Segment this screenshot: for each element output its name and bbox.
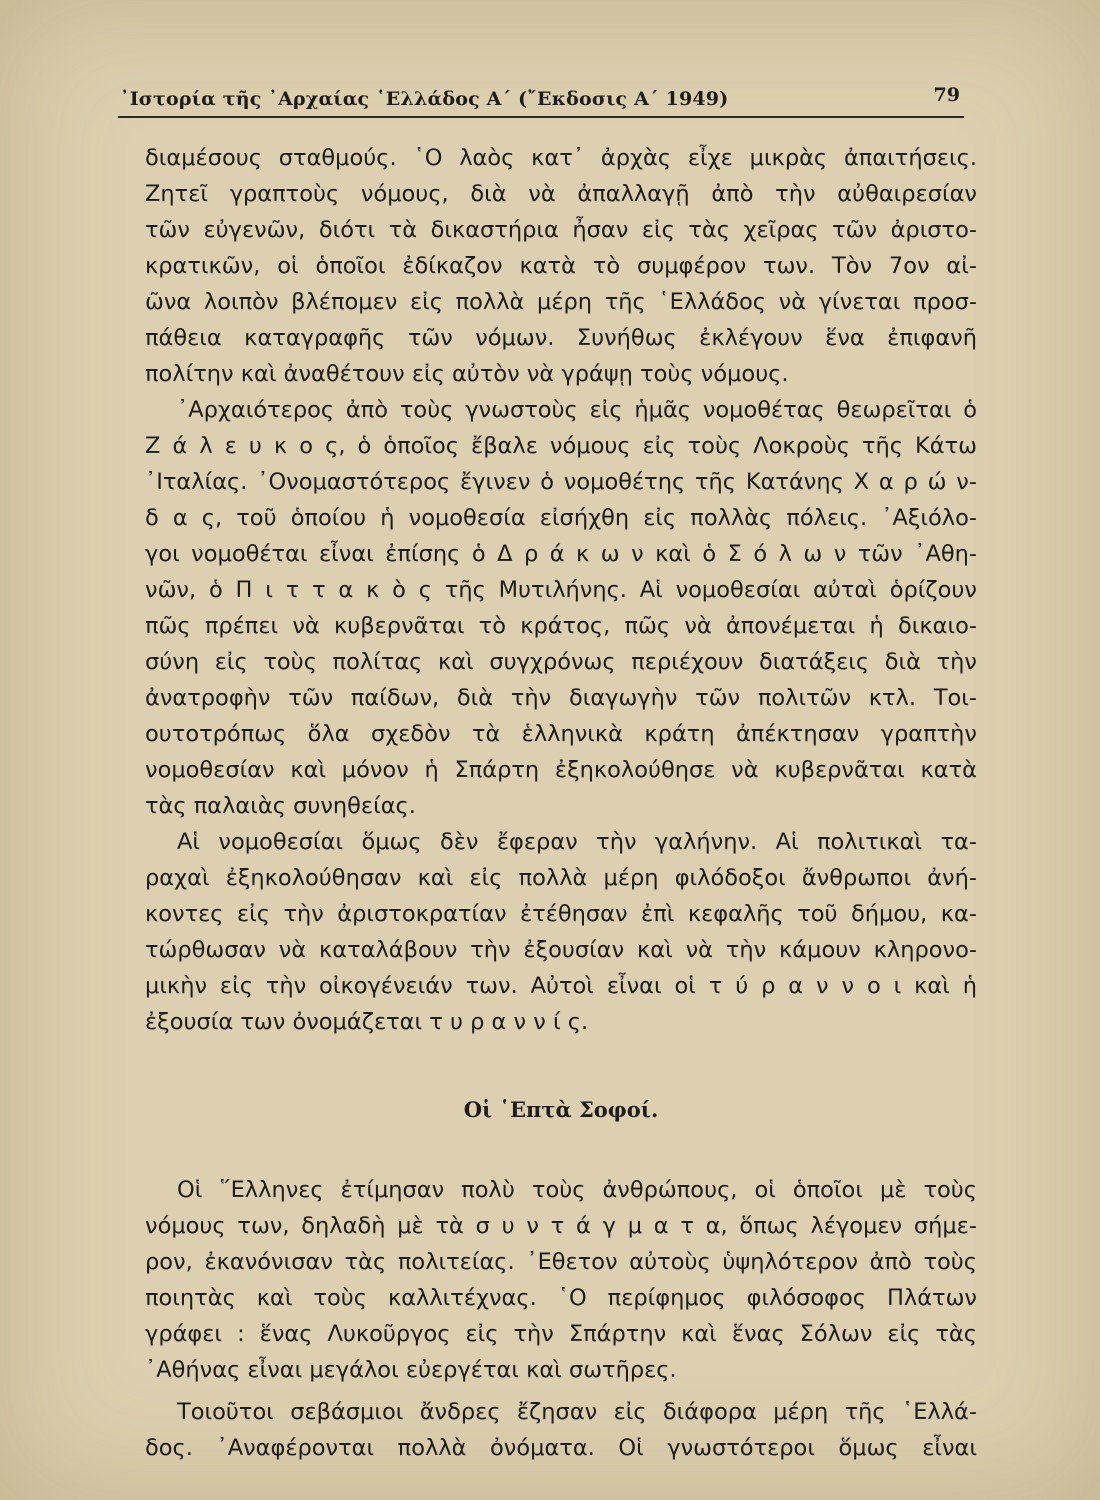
running-header	[118, 76, 964, 118]
text-line: Οἱ ῞Ελληνες ἐτίμησαν πολὺ τοὺς ἀνθρώπους, οἱ ὁποῖοι μὲ τοὺς	[177, 1177, 977, 1203]
text-line: γοι νομοθέται εἶναι ἐπίσης ὁ Δ ρ ά κ ω ν καὶ ὁ Σ ό λ ω ν τῶν ᾿Αθη-	[145, 541, 977, 567]
text-line: κοντες εἰς τὴν ἀριστοκρατίαν ἐτέθησαν ἐπὶ κεφαλῆς τοῦ δήμου, κα-	[145, 901, 977, 927]
text-line: νόμους των, δηλαδὴ μὲ τὰ σ υ ν τ ά γ μ α τ α, ὅπως λέγομεν σήμε-	[145, 1213, 977, 1239]
text-line: τὰς παλαιὰς συνηθείας.	[145, 793, 416, 819]
text-line: ᾿Αρχαιότερος ἀπὸ τοὺς γνωστοὺς εἰς ἡμᾶς νομοθέτας θεωρεῖται ὁ	[177, 397, 977, 423]
body-text	[145, 140, 977, 1466]
text-line: ουτοτρόπως ὅλα σχεδὸν τὰ ἑλληνικὰ κράτη ἀπέκτησαν γραπτὴν	[145, 721, 977, 747]
text-line: πολίτην καὶ ἀναθέτουν εἰς αὐτὸν νὰ γράψῃ τοὺς νόμους.	[145, 361, 789, 387]
text-line: ποιητὰς καὶ τοὺς καλλιτέχνας. ῾Ο περίφημος φιλόσοφος Πλάτων	[145, 1285, 977, 1311]
text-line: σύνη εἰς τοὺς πολίτας καὶ συγχρόνως περιέχουν διατάξεις διὰ τὴν	[145, 649, 977, 675]
text-line: ἐξουσία των ὀνομάζεται τ υ ρ α ν ν ί ς.	[145, 1009, 589, 1035]
text-line: δος. ᾿Αναφέρονται πολλὰ ὀνόματα. Οἱ γνωστότεροι ὅμως εἶναι	[145, 1435, 977, 1461]
page-number: 79	[933, 84, 960, 106]
text-line: ῶνα λοιπὸν βλέπομεν εἰς πολλὰ μέρη τῆς ῾Ελλάδος νὰ γίνεται προσ-	[145, 289, 977, 315]
text-line: Τοιοῦτοι σεβάσμιοι ἄνδρες ἔζησαν εἰς διάφορα μέρη τῆς ῾Ελλά-	[177, 1399, 977, 1425]
text-line: πῶς πρέπει νὰ κυβερνᾶται τὸ κράτος, πῶς νὰ ἀπονέμεται ἡ δικαιο-	[145, 613, 977, 639]
paragraph-5	[145, 1394, 977, 1466]
text-line: διαμέσους σταθμούς. ῾Ο λαὸς κατ᾿ ἀρχὰς εἶχε μικρὰς ἀπαιτήσεις.	[145, 145, 977, 171]
text-line: κρατικῶν, οἱ ὁποῖοι ἐδίκαζον κατὰ τὸ συμφέρον των. Τὸν 7ον αἰ-	[145, 253, 977, 279]
text-line: νῶν, ὁ Π ι τ τ α κ ὸ ς τῆς Μυτιλήνης. Αἱ νομοθεσίαι αὐταὶ ὁρίζουν	[145, 577, 977, 603]
text-line: Αἱ νομοθεσίαι ὅμως δὲν ἔφεραν τὴν γαλήνην. Αἱ πολιτικαὶ τα-	[177, 829, 977, 855]
text-line: τώρθωσαν νὰ καταλάβουν τὴν ἐξουσίαν καὶ νὰ τὴν κάμουν κληρονο-	[145, 937, 977, 963]
header-title: ᾿Ιστορία τῆς ᾿Αρχαίας ῾Ελλάδος Α΄ (῎Εκδοσις Α΄ 1949)	[120, 88, 729, 110]
section-heading: Οἱ ῾Επτὰ Σοφοί.	[463, 1097, 659, 1122]
text-line: πάθεια καταγραφῆς τῶν νόμων. Συνήθως ἐκλέγουν ἕνα ἐπιφανῆ	[145, 325, 977, 351]
text-line: τῶν εὐγενῶν, διότι τὰ δικαστήρια ἦσαν εἰς τὰς χεῖρας τῶν ἀριστο-	[145, 217, 977, 243]
paragraph-1	[145, 140, 977, 392]
text-line: ἀνατροφὴν τῶν παίδων, διὰ τὴν διαγωγὴν τῶν πολιτῶν κτλ. Τοι-	[145, 685, 977, 711]
text-line: ᾿Ιταλίας. ᾿Ονομαστότερος ἔγινεν ὁ νομοθέτης τῆς Κατάνης Χ α ρ ώ ν-	[145, 469, 977, 495]
paragraph-3	[145, 824, 977, 1040]
text-line: νομοθεσίαν καὶ μόνον ἡ Σπάρτη ἐξηκολούθησε νὰ κυβερνᾶται κατὰ	[145, 757, 977, 783]
text-line: γράφει : ἕνας Λυκοῦργος εἰς τὴν Σπάρτην καὶ ἕνας Σόλων εἰς τὰς	[145, 1321, 977, 1347]
text-line: μικὴν εἰς τὴν οἰκογένειάν των. Αὐτοὶ εἶναι οἱ τ ύ ρ α ν ν ο ι καὶ ἡ	[145, 973, 977, 999]
text-line: Ζ ά λ ε υ κ ο ς, ὁ ὁποῖος ἔβαλε νόμους εἰς τοὺς Λοκροὺς τῆς Κάτω	[145, 433, 977, 459]
text-line: ρον, ἐκανόνισαν τὰς πολιτείας. ᾿Εθετον αὐτοὺς ὑψηλότερον ἀπὸ τοὺς	[145, 1249, 977, 1275]
paragraph-2	[145, 392, 977, 824]
text-line: ᾿Αθήνας εἶναι μεγάλοι εὐεργέται καὶ σωτῆρες.	[145, 1357, 677, 1383]
text-line: ραχαὶ ἐξηκολούθησαν καὶ εἰς πολλὰ μέρη φιλόδοξοι ἄνθρωποι ἀνή-	[145, 865, 977, 891]
paragraph-4	[145, 1172, 977, 1388]
text-line: Ζητεῖ γραπτοὺς νόμους, διὰ νὰ ἀπαλλαγῇ ἀπὸ τὴν αὐθαιρεσίαν	[145, 181, 977, 207]
text-line: δ α ς, τοῦ ὁποίου ἡ νομοθεσία εἰσήχθη εἰς πολλὰς πόλεις. ᾿Αξιόλο-	[145, 505, 977, 531]
